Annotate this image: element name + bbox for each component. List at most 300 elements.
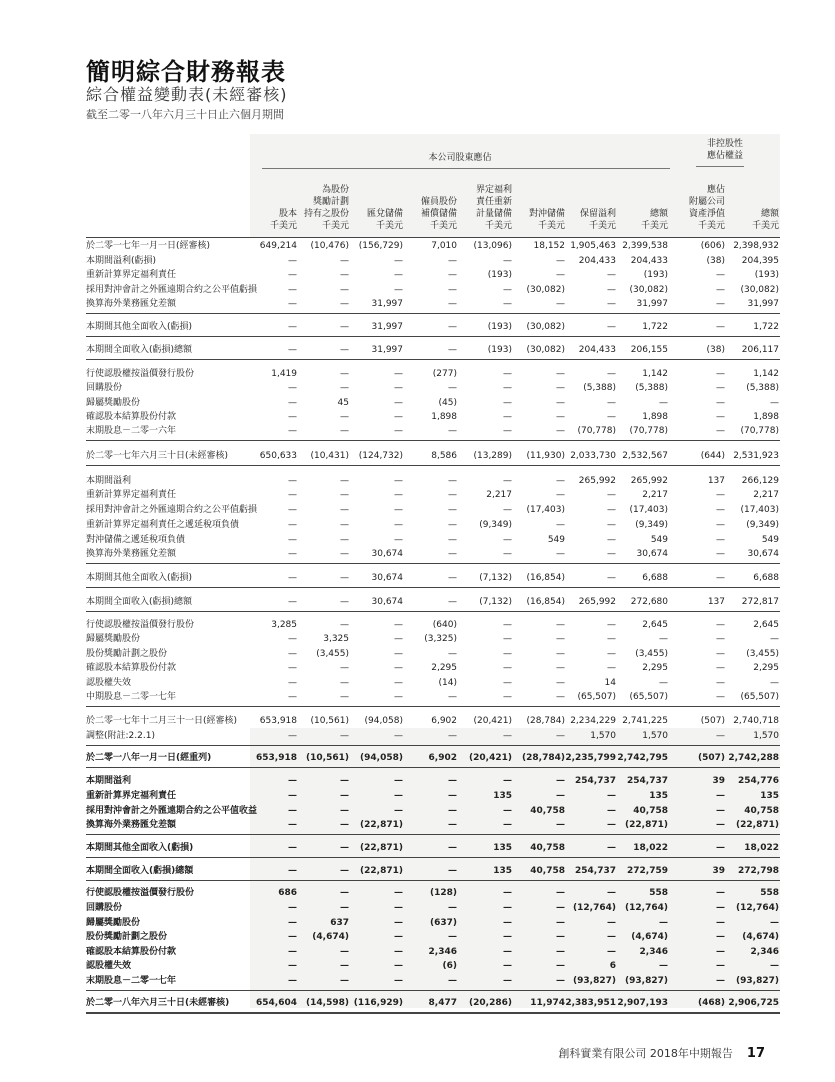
cell-value: (70,778) (740, 426, 779, 436)
cell-value: — (394, 649, 403, 659)
cell-value: — (394, 369, 403, 379)
cell-value: — (607, 270, 616, 280)
row-label: 於二零一七年六月三十日(未經審核) (86, 451, 229, 461)
cell-value: — (394, 412, 403, 422)
cell-value: 40,758 (530, 806, 565, 816)
cell-value: (13,096) (473, 241, 512, 251)
cell-value: — (448, 256, 457, 266)
cell-value: 206,117 (741, 345, 779, 355)
cell-value: — (556, 976, 565, 986)
cell-value: — (716, 426, 725, 436)
cell-value: (4,674) (631, 932, 668, 942)
column-header: 保留溢利 千美元 (579, 209, 616, 231)
cell-value: (94,058) (360, 753, 403, 763)
cell-value: 45 (337, 398, 349, 408)
cell-value: — (448, 490, 457, 500)
cell-value: — (448, 476, 457, 486)
cell-value: 266,129 (741, 476, 779, 486)
cell-value: 1,722 (753, 322, 779, 332)
period-text: 截至二零一八年六月三十日止六個月期間 (86, 108, 284, 121)
cell-value: (507) (697, 753, 725, 763)
cell-value: 135 (493, 843, 512, 853)
cell-value: — (340, 383, 349, 393)
cell-value: — (288, 285, 297, 295)
row-label: 末期股息－二零一六年 (86, 426, 177, 436)
row-label: 回購股份 (86, 383, 123, 393)
group-underline (262, 168, 670, 169)
cell-value: — (340, 776, 349, 786)
cell-value: — (716, 299, 725, 309)
row-label: 確認股本結算股份付款 (86, 663, 177, 673)
cell-value: 39 (712, 776, 725, 786)
cell-value: (10,431) (310, 451, 349, 461)
cell-value: — (503, 398, 512, 408)
row-label: 股份獎勵計劃之股份 (86, 932, 168, 942)
cell-value: (193) (643, 270, 668, 280)
cell-value: 254,737 (627, 776, 668, 786)
cell-value: 11,974 (530, 998, 565, 1008)
cell-value: — (288, 256, 297, 266)
cell-value: 30,674 (747, 549, 779, 559)
cell-value: (156,729) (358, 241, 403, 251)
cell-value: — (340, 520, 349, 530)
cell-value: — (340, 490, 349, 500)
cell-value: (93,827) (573, 976, 616, 986)
cell-value: 30,674 (636, 549, 668, 559)
cell-value: 40,758 (633, 806, 668, 816)
cell-value: 40,758 (530, 866, 565, 876)
cell-value: — (340, 692, 349, 702)
row-label: 行使認股權按溢價發行股份 (86, 369, 195, 379)
cell-value: — (607, 888, 616, 898)
cell-value: — (340, 597, 349, 607)
cell-value: (38) (706, 256, 725, 266)
cell-value: 2,906,725 (728, 998, 779, 1008)
cell-value: (22,871) (625, 820, 668, 830)
cell-value: — (288, 270, 297, 280)
cell-value: — (288, 776, 297, 786)
group-separator (86, 611, 780, 612)
cell-value: — (503, 663, 512, 673)
cell-value: — (503, 412, 512, 422)
group-header-nci: 非控股性 應佔權益 (706, 139, 743, 161)
cell-value: 1,142 (753, 369, 779, 379)
cell-value: — (503, 476, 512, 486)
cell-value: 31,997 (747, 299, 779, 309)
cell-value: (9,349) (479, 520, 512, 530)
cell-value: — (607, 369, 616, 379)
cell-value: 6,688 (753, 573, 779, 583)
cell-value: — (607, 505, 616, 515)
cell-value: — (288, 573, 297, 583)
row-label: 於二零一七年一月一日(經審核) (86, 241, 211, 251)
cell-value: — (394, 791, 403, 801)
cell-value: (124,732) (358, 451, 403, 461)
row-label: 本期間其他全面收入(虧損) (86, 322, 193, 332)
cell-value: 204,433 (630, 256, 668, 266)
cell-value: 2,740,718 (733, 716, 779, 726)
cell-value: — (556, 412, 565, 422)
cell-value: — (556, 932, 565, 942)
cell-value: 2,295 (642, 663, 668, 673)
cell-value: — (770, 961, 779, 971)
column-header: 界定福利 責任重新 計量儲備 千美元 (475, 185, 512, 231)
cell-value: (30,082) (629, 285, 668, 295)
row-label: 採用對沖會計之外匯遠期合約之公平值虧損 (86, 285, 258, 295)
cell-value: (9,349) (746, 520, 779, 530)
group-separator (86, 359, 780, 360)
cell-value: — (556, 383, 565, 393)
cell-value: — (716, 270, 725, 280)
cell-value: — (394, 426, 403, 436)
cell-value: 8,477 (428, 998, 457, 1008)
cell-value: 549 (761, 535, 779, 545)
cell-value: — (503, 776, 512, 786)
cell-value: — (607, 412, 616, 422)
cell-value: 2,645 (642, 620, 668, 630)
cell-value: — (770, 634, 779, 644)
cell-value: 254,737 (575, 776, 616, 786)
cell-value: 1,142 (642, 369, 668, 379)
cell-value: — (607, 649, 616, 659)
cell-value: — (716, 918, 725, 928)
cell-value: — (716, 398, 725, 408)
footer-company: 創科實業有限公司 2018年中期報告 (558, 1047, 733, 1060)
row-label: 採用對沖會計之外匯遠期合約之公平值虧損 (86, 505, 258, 515)
cell-value: — (716, 634, 725, 644)
cell-value: — (288, 820, 297, 830)
cell-value: — (448, 692, 457, 702)
cell-value: (30,082) (526, 345, 565, 355)
cell-value: 549 (650, 535, 668, 545)
cell-value: — (340, 903, 349, 913)
cell-value: — (716, 383, 725, 393)
cell-value: (10,561) (306, 753, 349, 763)
cell-value: — (716, 843, 725, 853)
row-label: 歸屬獎勵股份 (86, 634, 141, 644)
cell-value: — (503, 285, 512, 295)
cell-value: 18,022 (633, 843, 668, 853)
cell-value: — (448, 285, 457, 295)
cell-value: — (716, 947, 725, 957)
cell-value: — (394, 678, 403, 688)
cell-value: (20,421) (473, 716, 512, 726)
row-label: 本期間溢利 (86, 776, 132, 786)
cell-value: — (503, 620, 512, 630)
cell-value: 3,325 (323, 634, 349, 644)
cell-value: (13,289) (473, 451, 512, 461)
cell-value: (640) (432, 620, 457, 630)
row-label: 行使認股權按溢價發行股份 (86, 620, 195, 630)
cell-value: — (448, 426, 457, 436)
cell-value: (16,854) (526, 597, 565, 607)
cell-value: (70,778) (629, 426, 668, 436)
column-header: 總額 千美元 (640, 209, 668, 231)
cell-value: — (716, 678, 725, 688)
cell-value: — (716, 520, 725, 530)
cell-value: 8,586 (431, 451, 457, 461)
cell-value: — (716, 620, 725, 630)
cell-value: — (503, 369, 512, 379)
cell-value: 135 (493, 791, 512, 801)
cell-value: — (716, 961, 725, 971)
cell-value: — (394, 976, 403, 986)
cell-value: (128) (429, 888, 457, 898)
cell-value: (70,778) (577, 426, 616, 436)
cell-value: — (448, 520, 457, 530)
group-separator (86, 706, 780, 707)
cell-value: — (556, 961, 565, 971)
cell-value: 2,217 (486, 490, 512, 500)
cell-value: — (448, 843, 457, 853)
cell-value: 1,722 (642, 322, 668, 332)
row-label: 於二零一八年一月一日(經重列) (86, 753, 212, 763)
cell-value: — (340, 731, 349, 741)
cell-value: (10,476) (310, 241, 349, 251)
cell-value: — (503, 976, 512, 986)
cell-value: 30,674 (371, 573, 403, 583)
cell-value: (12,764) (736, 903, 779, 913)
cell-value: — (503, 678, 512, 688)
cell-value: (4,674) (742, 932, 779, 942)
cell-value: — (556, 918, 565, 928)
cell-value: (12,764) (625, 903, 668, 913)
cell-value: (193) (487, 270, 512, 280)
cell-value: (9,349) (635, 520, 668, 530)
cell-value: 18,022 (744, 843, 779, 853)
cell-value: (30,082) (526, 285, 565, 295)
cell-value: 2,295 (431, 663, 457, 673)
cell-value: (17,403) (740, 505, 779, 515)
cell-value: 2,907,193 (617, 998, 668, 1008)
cell-value: — (288, 322, 297, 332)
cell-value: — (448, 383, 457, 393)
group-separator (86, 745, 780, 746)
cell-value: 2,234,229 (570, 716, 616, 726)
cell-value: 31,997 (371, 345, 403, 355)
cell-value: (20,421) (469, 753, 512, 763)
cell-value: 2,217 (642, 490, 668, 500)
cell-value: — (716, 820, 725, 830)
cell-value: — (556, 620, 565, 630)
cell-value: — (716, 285, 725, 295)
cell-value: — (394, 270, 403, 280)
cell-value: 7,010 (431, 241, 457, 251)
cell-value: — (340, 270, 349, 280)
column-header: 應佔 附屬公司 資產淨值 千美元 (688, 185, 725, 231)
cell-value: — (448, 573, 457, 583)
cell-value: — (288, 383, 297, 393)
cell-value: — (556, 426, 565, 436)
cell-value: 2,383,951 (565, 998, 616, 1008)
row-label: 於二零一八年六月三十日(未經審核) (86, 998, 230, 1008)
cell-value: 2,398,932 (733, 241, 779, 251)
cell-value: — (659, 398, 668, 408)
cell-value: — (448, 932, 457, 942)
cell-value: — (340, 412, 349, 422)
cell-value: — (503, 731, 512, 741)
cell-value: (507) (700, 716, 725, 726)
cell-value: 2,399,538 (622, 241, 668, 251)
cell-value: (606) (700, 241, 725, 251)
cell-value: — (288, 535, 297, 545)
cell-value: — (340, 820, 349, 830)
cell-value: 254,737 (575, 866, 616, 876)
cell-value: — (716, 490, 725, 500)
cell-value: 2,033,730 (570, 451, 616, 461)
page-title: 簡明綜合財務報表 (86, 58, 286, 86)
cell-value: 1,898 (431, 412, 457, 422)
cell-value: — (503, 549, 512, 559)
cell-value: 2,217 (753, 490, 779, 500)
cell-value: — (556, 731, 565, 741)
cell-value: 558 (649, 888, 668, 898)
cell-value: 30,674 (371, 549, 403, 559)
column-header: 僱員股份 補償儲備 千美元 (420, 197, 457, 231)
cell-value: — (556, 398, 565, 408)
cell-value: — (716, 649, 725, 659)
cell-value: 2,741,225 (622, 716, 668, 726)
cell-value: — (770, 398, 779, 408)
cell-value: 2,742,795 (617, 753, 668, 763)
cell-value: 686 (278, 888, 297, 898)
cell-value: 2,235,799 (565, 753, 616, 763)
cell-value: — (556, 270, 565, 280)
cell-value: — (288, 412, 297, 422)
cell-value: 40,758 (530, 843, 565, 853)
cell-value: — (288, 918, 297, 928)
cell-value: — (770, 918, 779, 928)
cell-value: — (607, 634, 616, 644)
cell-value: 265,992 (578, 597, 616, 607)
cell-value: — (288, 345, 297, 355)
cell-value: (65,507) (740, 692, 779, 702)
row-label: 換算海外業務匯兌差額 (86, 820, 177, 830)
cell-value: — (503, 692, 512, 702)
cell-value: (16,854) (526, 573, 565, 583)
cell-value: — (556, 256, 565, 266)
cell-value: (93,827) (625, 976, 668, 986)
cell-value: — (394, 663, 403, 673)
row-label: 於二零一七年十二月三十一日(經審核) (86, 716, 238, 726)
cell-value: (3,455) (635, 649, 668, 659)
cell-value: — (340, 806, 349, 816)
row-label: 股份獎勵計劃之股份 (86, 649, 168, 659)
cell-value: — (340, 961, 349, 971)
cell-value: — (340, 256, 349, 266)
cell-value: 653,918 (259, 716, 297, 726)
cell-value: 2,346 (750, 947, 779, 957)
row-label: 末期股息－二零一七年 (86, 976, 177, 986)
cell-value: — (556, 903, 565, 913)
cell-value: — (448, 597, 457, 607)
cell-value: — (340, 678, 349, 688)
cell-value: 1,898 (642, 412, 668, 422)
cell-value: (22,871) (360, 820, 403, 830)
group-separator (86, 336, 780, 337)
cell-value: — (556, 820, 565, 830)
cell-value: — (607, 299, 616, 309)
cell-value: 2,532,567 (622, 451, 668, 461)
cell-value: — (394, 535, 403, 545)
cell-value: — (340, 322, 349, 332)
cell-value: — (448, 345, 457, 355)
cell-value: — (288, 476, 297, 486)
cell-value: — (716, 692, 725, 702)
cell-value: — (394, 776, 403, 786)
cell-value: (7,132) (479, 573, 512, 583)
row-label: 中期股息－二零一七年 (86, 692, 177, 702)
column-header: 對沖儲備 千美元 (528, 209, 565, 231)
cell-value: (14) (438, 678, 457, 688)
cell-value: — (503, 634, 512, 644)
cell-value: (93,827) (736, 976, 779, 986)
cell-value: — (448, 549, 457, 559)
row-label: 行使認股權按溢價發行股份 (86, 888, 195, 898)
cell-value: — (503, 947, 512, 957)
cell-value: (5,388) (635, 383, 668, 393)
cell-value: — (288, 731, 297, 741)
cell-value: — (716, 888, 725, 898)
group-separator (86, 313, 780, 314)
cell-value: — (448, 299, 457, 309)
cell-value: — (448, 535, 457, 545)
cell-value: — (394, 620, 403, 630)
cell-value: — (556, 678, 565, 688)
cell-value: — (340, 505, 349, 515)
row-label: 重新計算界定福利責任 (86, 791, 177, 801)
cell-value: — (716, 573, 725, 583)
cell-value: — (607, 549, 616, 559)
cell-value: (11,930) (526, 451, 565, 461)
cell-value: 2,645 (753, 620, 779, 630)
statement-subtitle: 綜合權益變動表(未經審核) (86, 85, 288, 104)
cell-value: — (394, 505, 403, 515)
cell-value: (193) (487, 345, 512, 355)
cell-value: — (503, 961, 512, 971)
cell-value: — (503, 932, 512, 942)
group-separator (86, 857, 780, 858)
cell-value: (94,058) (364, 716, 403, 726)
cell-value: — (503, 888, 512, 898)
cell-value: (22,871) (736, 820, 779, 830)
group-separator (86, 465, 780, 466)
cell-value: — (394, 520, 403, 530)
page-number: 17 (746, 1046, 765, 1061)
cell-value: — (394, 256, 403, 266)
cell-value: 6,902 (428, 753, 457, 763)
row-label: 本期間全面收入(虧損)總額 (86, 345, 193, 355)
cell-value: 272,680 (630, 597, 668, 607)
cell-value: — (659, 918, 668, 928)
cell-value: 39 (712, 866, 725, 876)
cell-value: (4,674) (312, 932, 349, 942)
cell-value: (17,403) (526, 505, 565, 515)
cell-value: — (448, 806, 457, 816)
cell-value: (6) (442, 961, 457, 971)
cell-value: 206,155 (630, 345, 668, 355)
cell-value: — (556, 299, 565, 309)
row-label: 認股權失效 (86, 961, 132, 971)
cell-value: 31,997 (371, 299, 403, 309)
row-label: 對沖儲備之遞延稅項負債 (86, 535, 186, 545)
cell-value: — (607, 947, 616, 957)
cell-value: — (607, 663, 616, 673)
cell-value: — (340, 426, 349, 436)
group-separator (86, 767, 780, 768)
cell-value: — (448, 903, 457, 913)
cell-value: — (503, 918, 512, 928)
